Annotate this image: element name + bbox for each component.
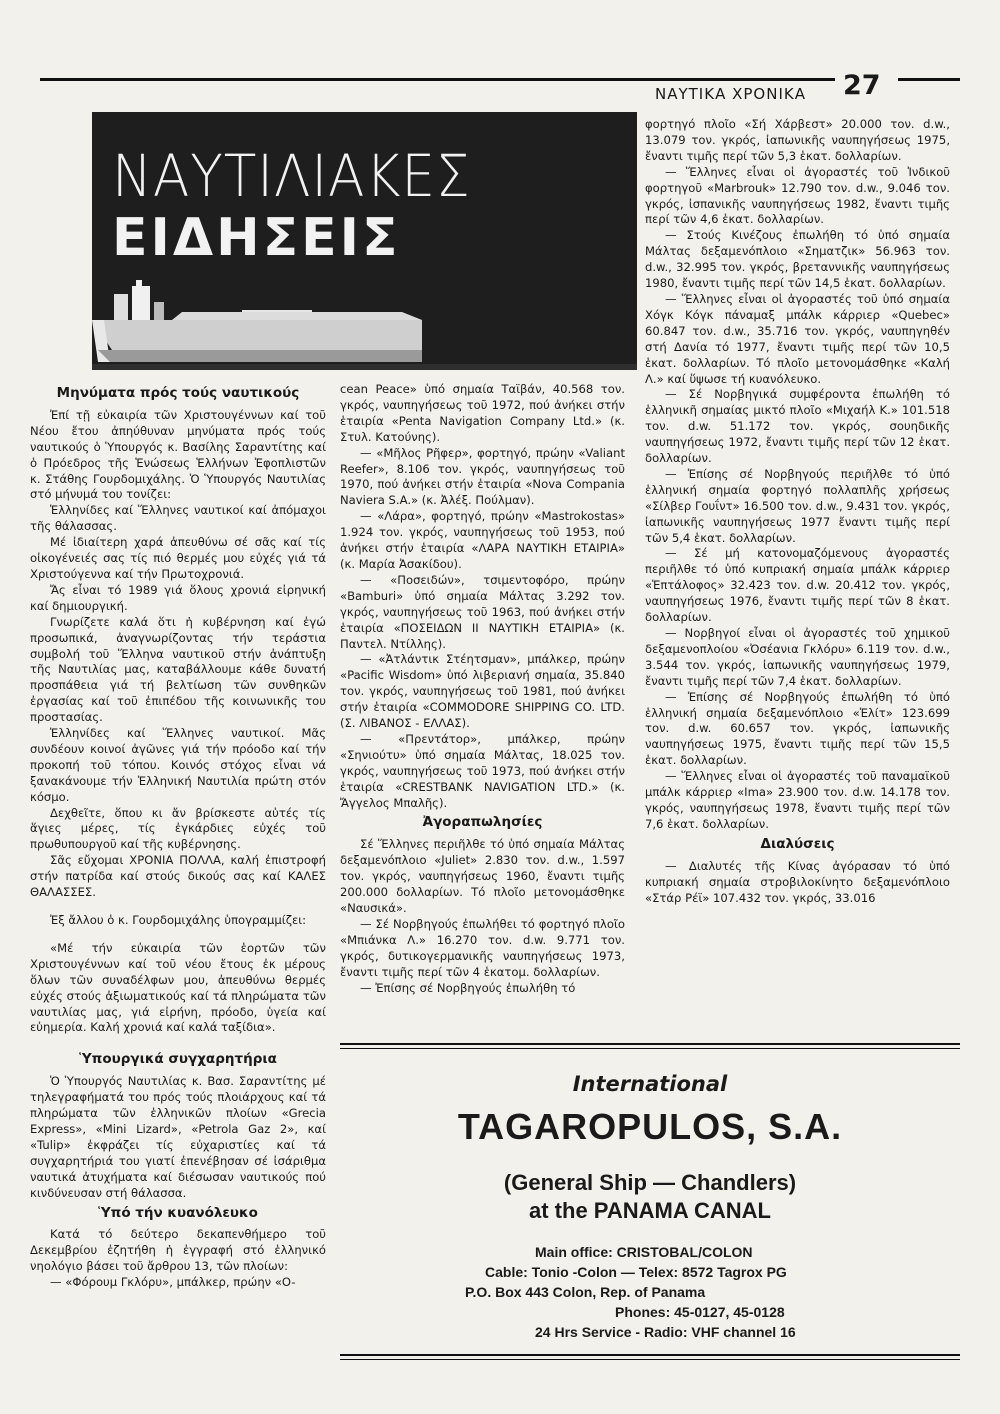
paragraph: Ἐπί τῇ εὐκαιρία τῶν Χριστουγέννων καί τοῦ Νέου ἔτου ἀπηύθυναν μηνύματα πρός τούς ναυτικούς ὁ Ὑπουργός κ. Βασίλης Σαραντίτης καί ὁ Πρόεδρος τῆς Ἑνώσεως Ἑλλήνων Ἐφοπλιστῶν κ. Στάθης Γουρδομιχάλης. Ὁ Ὑπουργός Ναυτιλίας στό μήνυμά του τονίζει:	[30, 407, 326, 502]
paragraph: — «Ποσειδών», τσιμεντοφόρο, πρώην «Bamburi» ὑπό σημαία Μάλτας 3.292 τον. γκρός, ναυπηγήσεως τοῦ 1963, πού ἀνήκει στήν ἑταιρία «ΠΟΣΕΙΔΩΝ ΙΙ ΝΑΥΤΙΚΗ ΕΤΑΙΡΙΑ» (κ. Παντελ. Ντίλλης).	[340, 572, 625, 651]
paragraph: φορτηγό πλοῖο «Σή Χάρβεστ» 20.000 τον. d.w., 13.079 τον. γκρός, ἰαπωνικῆς ναυπηγήσεως 1975, ἔναντι τιμῆς περί τῶν 5,3 ἑκατ. δολλαρίων.	[645, 117, 950, 163]
paragraph: — «Μῆλος Ρῆφερ», φορτηγό, πρώην «Valiant Reefer», 8.106 τον. γκρός, ναυπηγήσεως τοῦ 1970, πού ἀνήκει στήν ἑταιρία «Nova Compania Naviera S.A.» (κ. Ἀλέξ. Πούλμαν).	[340, 445, 625, 508]
heading-flag: Ὑπό τήν κυανόλευκο	[98, 1204, 258, 1221]
advertisement	[340, 1060, 960, 1370]
ad-phones: Phones: 45-0127, 45-0128	[615, 1304, 785, 1320]
paragraph: — Σέ μή κατονομαζόμενους ἀγοραστές περιῆλθε τό ὑπό κυπριακή σημαία μπάλκ κάρριερ «Ἑπτάλοφος» 32.423 τον. d.w. 20.412 τον. γκρός, ναυπηγήσεως 1976, ἔναντι τιμῆς περί τῶν 8 ἑκατ. δολλαρίων.	[645, 546, 950, 625]
paragraph: — Στούς Κινέζους ἐπωλήθη τό ὑπό σημαία Μάλτας δεξαμενόπλοιο «Σηματζικ» 56.963 τον. d.w., 32.995 τον. γκρός, βρεταννικῆς ναυπηγήσεως 1980, ἔναντι τιμῆς περί τῶν 14,5 ἑκατ. δολλαρίων.	[645, 228, 950, 291]
heading-congrats: Ὑπουργικά συγχαρητήρια	[79, 1051, 277, 1068]
paragraph: Γνωρίζετε καλά ὅτι ἡ κυβέρνηση καί ἐγώ προσωπικά, ἀναγνωρίζοντας τήν τεράστια συμβολή τοῦ Ἕλληνα ναυτικοῦ στήν ἀνάπτυξη τῆς Ναυτιλίας μας, καταβάλλουμε κάθε δυνατή προσπάθεια γιά τή βελτίωση τῶν συνθηκῶν ἐργασίας καί τοῦ ἐπιπέδου τῆς κοινωνικῆς του προστασίας.	[30, 614, 326, 725]
paragraph: — Διαλυτές τῆς Κίνας ἀγόρασαν τό ὑπό κυπριακή σημαία στροβιλοκίνητο δεξαμενόπλοιο «Στάρ Ρέϊ» 107.432 τον. γκρός, 33.016	[645, 858, 950, 905]
paragraph: cean Peace» ὑπό σημαία Ταϊβάν, 40.568 τον. γκρός, ναυπηγήσεως τοῦ 1972, πού ἀνήκει στήν ἑταιρία «Penta Navigation Company Ltd.» (κ. Στυλ. Κατούνης).	[340, 382, 625, 444]
paragraph: — Ἐπίσης σέ Νορβηγούς ἐπωλήθη τό ὑπό ἑλληνική σημαία δεξαμενόπλοιο «Ἐλίτ» 123.699 τον. d.w. 60.657 τον. γκρός, ἰαπωνικῆς ναυπηγήσεως 1975, ἔναντι τιμῆς περί τῶν 15,5 ἑκατ. δολλαρίων.	[645, 689, 950, 768]
paragraph: Ὁ Ὑπουργός Ναυτιλίας κ. Βασ. Σαραντίτης μέ τηλεγραφήματά του πρός τούς πλοιάρχους καί τά πληρώματα τῶν ἑλληνικῶν πλοίων «Grecia Express», «Mini Lizard», «Petrola Gaz 2», καί «Tulip» ἐκφράζει τίς εὐχαριστίες καί τά συγχαρητήριά του γιατί ἐπενέβησαν σέ ἰσάριθμα ναυτικά ἀτυχήματα καί διέσωσαν ναυτικούς πού κινδύνευσαν στή θάλασσα.	[30, 1074, 326, 1200]
heading-messages: Μηνύματα πρός τούς ναυτικούς	[56, 385, 300, 401]
paragraph: — Ἐπίσης σέ Νορβηγούς ἐπωλήθη τό	[360, 980, 576, 995]
running-title: ΝΑΥΤΙΚΑ ΧΡΟΝΙΚΑ	[655, 85, 806, 103]
header-rule-right	[898, 78, 960, 81]
ad-rule-top	[340, 1043, 960, 1045]
paragraph: — «Ἀτλάντικ Στέητσμαν», μπάλκερ, πρώην «Pacific Wisdom» ὑπό λιβεριανή σημαία, 35.840 τον. γκρός, ναυπηγήσεως τοῦ 1981, πού ἀνήκει στήν ἑταιρία «COMMODORE SHIPPING CO. LTD. (Σ. ΛΙΒΑΝΟΣ - ΕΛΛΑΣ).	[340, 652, 625, 731]
paragraph: Ἄς εἶναι τό 1989 γιά ὅλους χρονιά εἰρηνική καί δημιουργική.	[30, 582, 326, 613]
banner-title-2: ΕΙΔΗΣΕΙΣ	[112, 208, 401, 268]
column-2	[340, 382, 625, 996]
paragraph: — Ἐπίσης σέ Νορβηγούς περιῆλθε τό ὑπό ἑλληνική σημαία φορτηγό πολλαπλῆς χρήσεως «Σίλβερ Γουΐντ» 16.500 τον. d.w., 9.431 τον. γκρός, ἰαπωνικῆς ναυπηγήσεως 1977 ἔναντι τιμῆς περί τῶν 5,4 ἑκατ. δολλαρίων.	[645, 466, 950, 545]
paragraph: Ἑλληνίδες καί Ἕλληνες ναυτικοί καί ἀπόμαχοι τῆς θάλασσας.	[30, 503, 326, 534]
paragraph: — Σέ Νορβηγικά συμφέροντα ἐπωλήθη τό ἑλληνικῆ σημαίας μικτό πλοῖο «Μιχαήλ Κ.» 101.518 τον. d.w. 51.172 τον. γκρός, σουηδικῆς ναυπηγήσεως 1972, ἔναντι τιμῆς περί τῶν 12 ἑκατ. δολλαρίων.	[645, 387, 950, 466]
paragraph: — Ἕλληνες εἶναι οἱ ἀγοραστές τοῦ ὑπό σημαία Χόγκ Κόγκ πάναμαξ μπάλκ κάρριερ «Quebec» 60.847 τον. d.w., 35.716 τον. γκρός, ναυπηγηθέν στή Δανία τό 1977, ἔναντι τιμῆς περί τῶν 10,5 ἑκατ. δολλαρίων. Τό πλοῖο μετονομάσθηκε «Καλή Λ.» καί ὕψωσε τή κυανόλευκο.	[645, 291, 950, 386]
paragraph: — Νορβηγοί εἶναι οἱ ἀγοραστές τοῦ χημικοῦ δεξαμενοπλοίου «Ὀσέανια Γκλόρυ» 6.119 τον. d.w., 3.544 τον. γκρός, ἰαπωνικῆς ναυπηγήσεως 1979, ἔναντι τιμῆς περί τῶν 7,4 ἑκατ. δολλαρίων.	[645, 626, 950, 688]
paragraph: — «Φόρουμ Γκλόρυ», μπάλκερ, πρώην «O-	[50, 1275, 296, 1290]
ad-international: International	[572, 1072, 728, 1096]
column-1	[30, 382, 326, 1291]
ad-rule-bottom-2	[340, 1359, 960, 1360]
paragraph: Κατά τό δεύτερο δεκαπενθήμερο τοῦ Δεκεμβρίου ἐζητήθη ἡ ἐγγραφή στό ἑλληνικό νηολόγιο βάσει τοῦ ἄρθρου 13, τῶν πλοίων:	[30, 1227, 326, 1274]
paragraph: Σέ Ἕλληνες περιῆλθε τό ὑπό σημαία Μάλτας δεξαμενόπλοιο «Juliet» 2.830 τον. d.w., 1.597 τον. γκρός, ναυπηγήσεως 1960, ἔναντι τιμῆς 200.000 δολλαρίων. Τό πλοῖο μετονομάσθηκε «Ναυσικά».	[340, 837, 625, 915]
ad-rule-top-2	[340, 1048, 960, 1049]
banner-title-1: ΝΑΥΤΙΛΙΑΚΕΣ	[112, 142, 471, 210]
paragraph: — Σέ Νορβηγούς ἐπωλήθει τό φορτηγό πλοῖο «Μπιάνκα Λ.» 16.270 τον. d.w. 9.771 τον. γκρός, δυτικογερμανικῆς ναυπηγήσεως 1973, ἔναντι τιμῆς περί τῶν 4 ἑκατομ. δολλαρίων.	[340, 916, 625, 979]
ad-main-office: Main office: CRISTOBAL/COLON	[535, 1244, 753, 1260]
section-banner	[92, 112, 637, 370]
paragraph: — Ἕλληνες εἶναι οἱ ἀγοραστές τοῦ Ἰνδικοῦ φορτηγοῦ «Marbrouk» 12.790 τον. d.w., 9.046 τον. γκρός, ἰσπανικῆς ναυπηγήσεως 1982, ἔναντι τιμῆς περί τῶν 4,6 ἑκατ. δολλαρίων.	[645, 164, 950, 227]
ad-rule-bottom	[340, 1354, 960, 1356]
paragraph: — «Λάρα», φορτηγό, πρώην «Mastrokostas» 1.924 τον. γκρός, ναυπηγήσεως τοῦ 1953, πού ἀνήκει στήν ἑταιρία «ΛΑΡΑ ΝΑΥΤΙΚΗ ΕΤΑΙΡΙΑ» (κ. Μαρία Ἀσακίδου).	[340, 509, 625, 571]
ad-subtitle-1: (General Ship — Chandlers)	[503, 1170, 797, 1195]
ad-po-box: P.O. Box 443 Colon, Rep. of Panama	[465, 1284, 706, 1300]
header-rule-left	[40, 78, 835, 81]
ad-subtitle-2: at the PANAMA CANAL	[529, 1198, 771, 1223]
heading-scrapping: Διαλύσεις	[760, 835, 835, 852]
paragraph: «Μέ τήν εὐκαιρία τῶν ἑορτῶν τῶν Χριστουγέννων καί τοῦ νέου ἔτους ἐκ μέρους ὅλων τῶν συναδέλφων μου, ἀπευθύνω θερμές εὐχές στούς ἀξιωματικούς καί τά πληρώματα τῶν ναυτιλίας μας, γιά εἰρήνη, πρόοδο, ὑγεία καί εὐημερία. Καλή χρονιά καί καλά ταξίδια».	[30, 940, 326, 1035]
paragraph: Δεχθεῖτε, ὅπου κι ἄν βρίσκεστε αὐτές τίς ἅγιες μέρες, τίς ἐγκάρδιες εὐχές τοῦ πρωθυπουργοῦ καί τῆς κυβέρνησης.	[30, 805, 326, 852]
ad-radio: 24 Hrs Service - Radio: VHF channel 16	[535, 1324, 796, 1340]
paragraph: Ἑλληνίδες καί Ἕλληνες ναυτικοί. Μᾶς συνδέουν κοινοί ἀγῶνες γιά τήν πρόοδο καί τήν προκοπή τοῦ τόπου. Κοινός στόχος εἶναι νά ξανακάνουμε τήν Ἑλληνική Ναυτιλία πρώτη στόν κόσμο.	[30, 726, 326, 804]
paragraph: Μέ ἰδιαίτερη χαρά ἀπευθύνω σέ σᾶς καί τίς οἰκογένειές σας τίς πιό θερμές μου εὐχές γιά τά Χριστούγεννα καί τήν Πρωτοχρονιά.	[30, 535, 326, 581]
paragraph: Ἐξ ἄλλου ὁ κ. Γουρδομιχάλης ὑπογραμμίζει:	[50, 913, 307, 927]
paragraph: Σᾶς εὔχομαι ΧΡΟΝΙΑ ΠΟΛΛΑ, καλή ἐπιστροφή στήν πατρίδα καί στούς δικούς σας καί ΚΑΛΕΣ ΘΑΛΑΣΣΕΣ.	[30, 853, 326, 900]
ad-cable-telex: Cable: Tonio -Colon — Telex: 8572 Tagrox PG	[485, 1264, 787, 1280]
paragraph: — Ἕλληνες εἶναι οἱ ἀγοραστές τοῦ παναμαϊκοῦ μπάλκ κάρριερ «Ima» 23.900 τον. d.w. 14.178 τον. γκρός, ναυπηγήσεως 1978, ἔναντι τιμῆς περί τῶν 7,6 ἑκατ. δολλαρίων.	[645, 769, 950, 831]
column-3	[645, 117, 950, 906]
ad-company-name: TAGAROPULOS, S.A.	[457, 1106, 843, 1147]
page-number: 27	[843, 70, 881, 101]
paragraph: — «Πρεντάτορ», μπάλκερ, πρώην «Σηνιούτυ» ὑπό σημαία Μάλτας, 18.025 τον. γκρός, ναυπηγήσεως τοῦ 1973, πού ἀνήκει στήν ἑταιρία «CRESTBANK NAVIGATION LTD.» (κ. Ἄγγελος Μπαλῆς).	[340, 731, 625, 810]
ship-illustration	[92, 280, 637, 370]
heading-sales: Ἀγοραπωλησίες	[422, 814, 543, 831]
